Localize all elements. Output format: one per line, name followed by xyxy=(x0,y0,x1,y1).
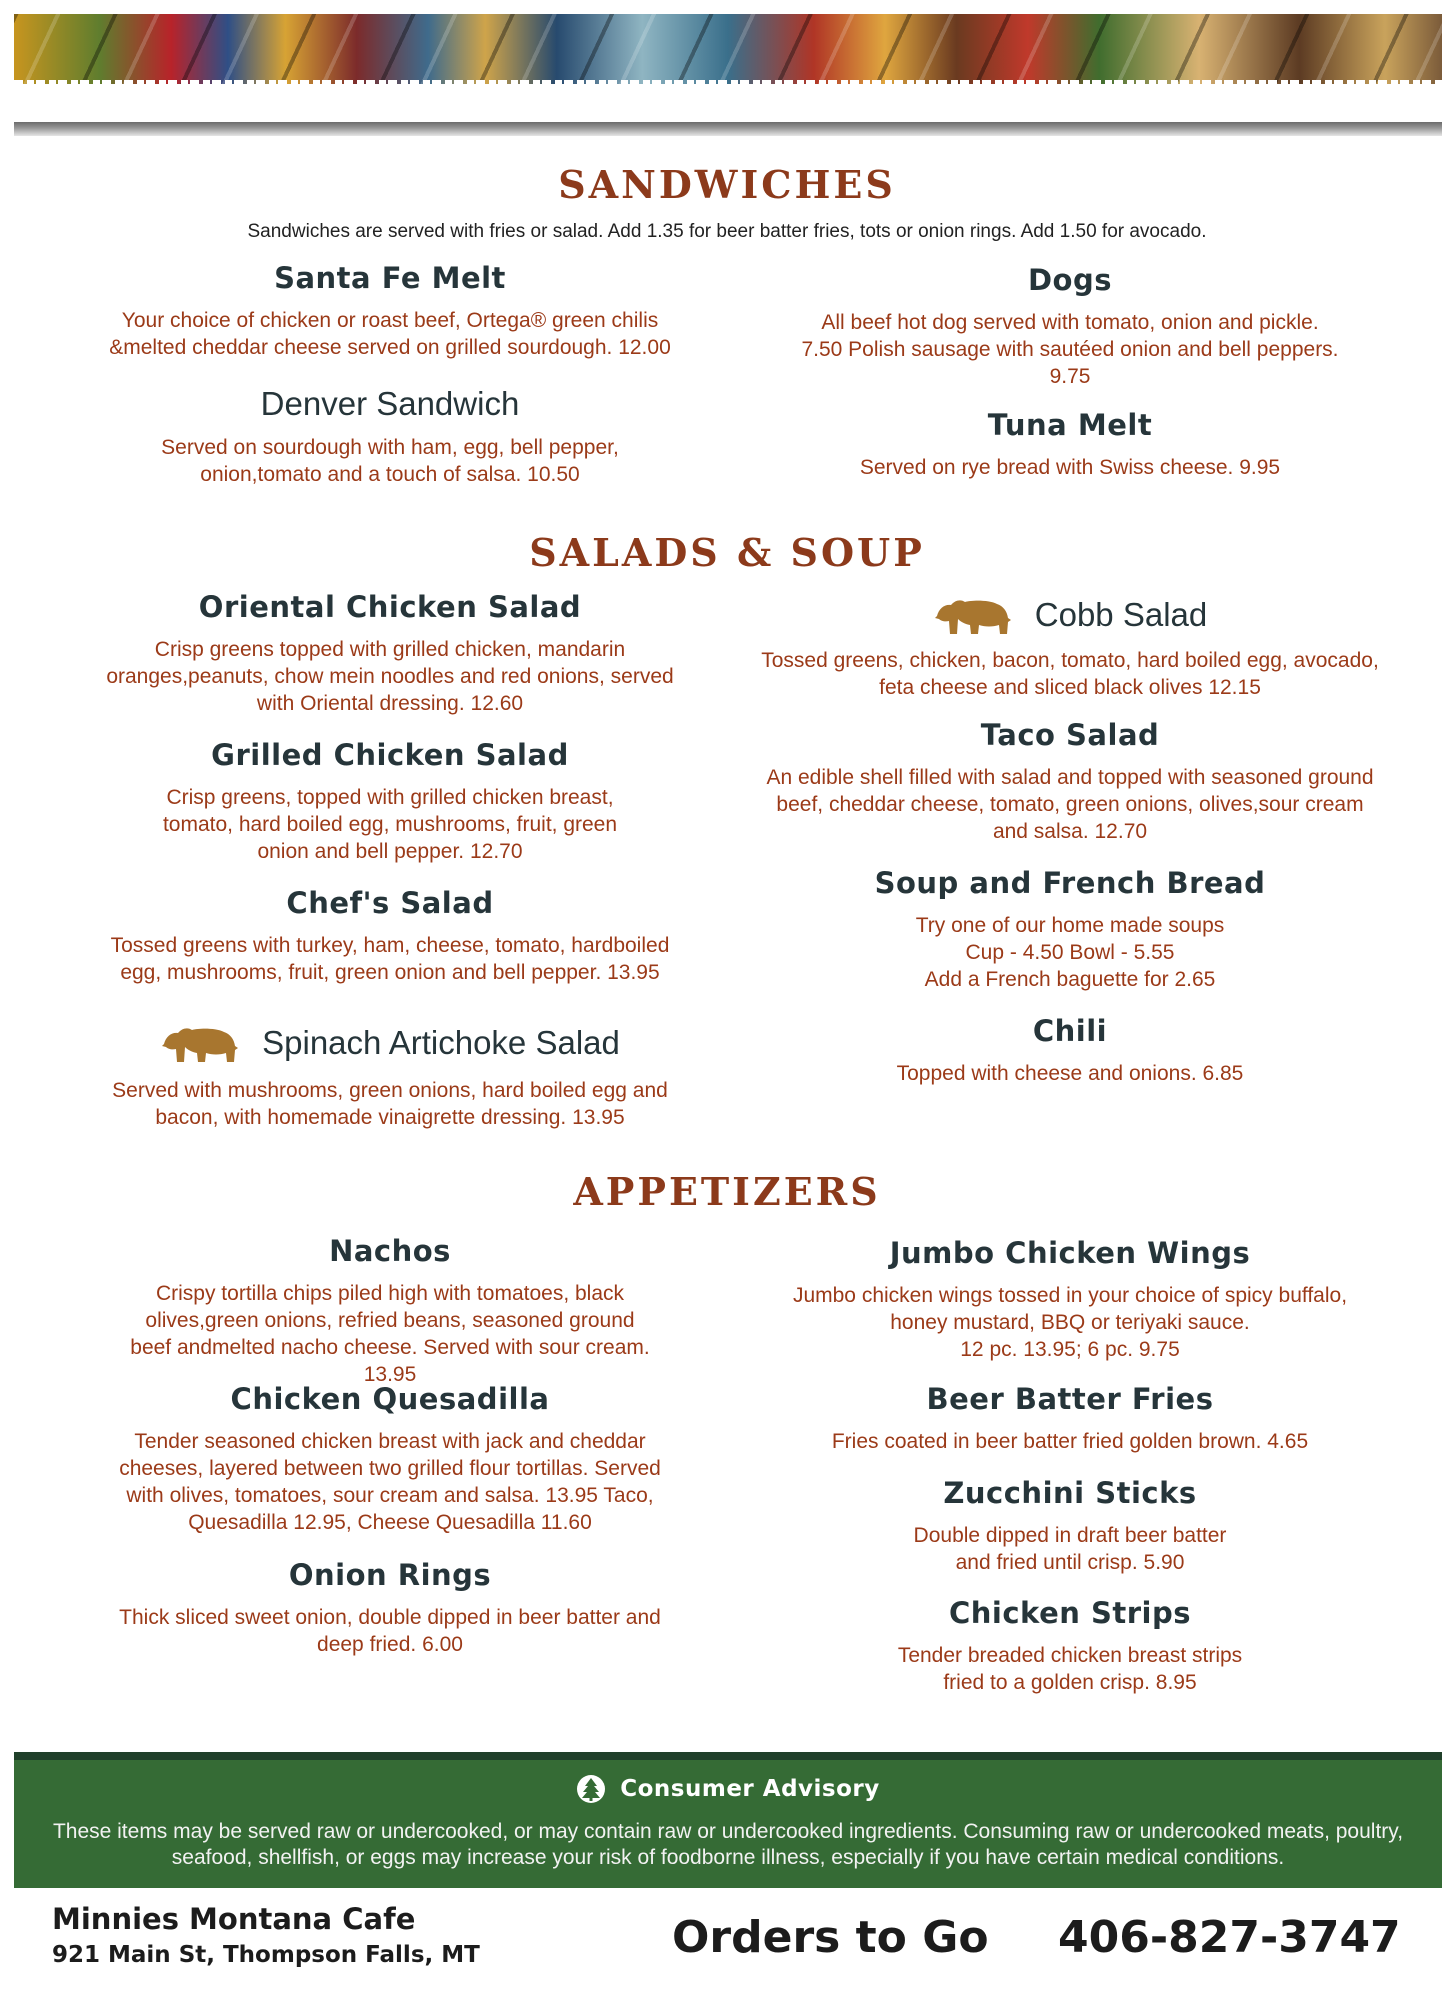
desc-line: Double dipped in draft beer batter xyxy=(913,1523,1227,1547)
restaurant-address: 921 Main St, Thompson Falls, MT xyxy=(52,1942,480,1968)
item-name: Grilled Chicken Salad xyxy=(211,738,569,772)
header-rule xyxy=(14,122,1442,136)
item-description: Crisp greens topped with grilled chicken, mandarin oranges,peanuts, chow mein noodles and red onions, served with Oriental dressing. 12.60 xyxy=(106,637,674,715)
advisory-heading xyxy=(576,1774,880,1804)
menu-item xyxy=(760,868,1380,993)
banner-torn-edge xyxy=(14,80,1442,90)
item-name: Beer Batter Fries xyxy=(926,1382,1214,1416)
item-description: Served on rye bread with Swiss cheese. 9.95 xyxy=(859,455,1281,479)
item-description xyxy=(760,1522,1380,1576)
menu-item xyxy=(760,1478,1380,1576)
desc-line: honey mustard, BBQ or teriyaki sauce. xyxy=(890,1310,1250,1334)
item-name: Denver Sandwich xyxy=(260,385,520,422)
section-title-salads-soup: SALADS & SOUP xyxy=(529,530,925,575)
desc-line: and fried until crisp. 5.90 xyxy=(955,1550,1185,1574)
restaurant-name: Minnies Montana Cafe xyxy=(52,1902,416,1936)
menu-item xyxy=(760,1598,1380,1696)
item-name: Dogs xyxy=(1027,263,1112,297)
item-name: Tuna Melt xyxy=(987,408,1153,442)
advisory-title: Consumer Advisory xyxy=(620,1776,880,1802)
item-name: Nachos xyxy=(329,1234,451,1268)
desc-line: Try one of our home made soups xyxy=(915,913,1225,937)
item-description: Tossed greens, chicken, bacon, tomato, hard boiled egg, avocado, feta cheese and sliced black olives 12.15 xyxy=(761,649,1379,699)
menu-item xyxy=(760,1016,1380,1087)
decorative-banner xyxy=(14,14,1442,84)
menu-item xyxy=(760,1384,1380,1455)
consumer-advisory xyxy=(14,1752,1442,1888)
desc-line: fried to a golden crisp. 8.95 xyxy=(943,1670,1197,1694)
menu-item xyxy=(85,1560,695,1658)
sandwiches-note: Sandwiches are served with fries or salad. Add 1.35 for beer batter fries, tots or onion rings. Add 1.50 for avocado. xyxy=(247,221,1207,242)
menu-item xyxy=(760,1238,1380,1363)
item-name: Chicken Strips xyxy=(949,1596,1191,1630)
desc-line: 12 pc. 13.95; 6 pc. 9.75 xyxy=(960,1337,1180,1361)
menu-item xyxy=(85,386,695,488)
desc-line: Cup - 4.50 Bowl - 5.55 xyxy=(965,940,1175,964)
menu-item xyxy=(85,740,695,865)
desc-line: Tender breaded chicken breast strips xyxy=(897,1643,1243,1667)
item-name: Taco Salad xyxy=(980,718,1160,752)
section-title-appetizers: APPETIZERS xyxy=(573,1169,881,1214)
item-description: Served on sourdough with ham, egg, bell pepper, onion,tomato and a touch of salsa. 10.50 xyxy=(161,436,619,487)
orders-to-go-label: Orders to Go xyxy=(672,1912,989,1963)
item-name: Santa Fe Melt xyxy=(274,261,506,295)
item-description: Topped with cheese and onions. 6.85 xyxy=(896,1061,1244,1085)
item-name: Chef's Salad xyxy=(286,886,494,920)
banner-pattern xyxy=(14,14,1442,84)
menu-item xyxy=(760,594,1380,701)
item-description: Thick sliced sweet onion, double dipped in beer batter and deep fried. 6.00 xyxy=(119,1605,661,1656)
item-name: Spinach Artichoke Salad xyxy=(262,1023,620,1061)
advisory-text: These items may be served raw or undercooked, or may contain raw or undercooked ingredients. Consuming raw or undercooked meats, poultry, seafood, shellfish, or eggs may increase your risk of foodborne illness, especially if you have certain medical conditions. xyxy=(52,1820,1404,1869)
item-name: Cobb Salad xyxy=(1034,595,1208,633)
bear-icon xyxy=(160,1022,240,1064)
item-description: Fries coated in beer batter fried golden brown. 4.65 xyxy=(831,1429,1309,1453)
item-description: All beef hot dog served with tomato, onion and pickle. 7.50 Polish sausage with sautéed onion and bell peppers. 9.75 xyxy=(801,310,1339,388)
item-description: Tender seasoned chicken breast with jack and cheddar cheeses, layered between two grilled flour tortillas. Served with olives, tomatoes, sour cream and salsa. 13.95 Taco, Quesadilla 12.95, Cheese Quesadilla 11.60 xyxy=(119,1429,661,1534)
menu-item xyxy=(85,592,695,717)
item-description: An edible shell filled with salad and topped with seasoned ground beef, cheddar cheese, tomato, green onions, olives,sour cream and salsa. 12.70 xyxy=(766,765,1374,843)
item-description xyxy=(760,1282,1380,1363)
item-description: Your choice of chicken or roast beef, Ortega® green chilis &melted cheddar cheese served on grilled sourdough. 12.00 xyxy=(109,308,671,359)
item-name: Onion Rings xyxy=(288,1558,492,1592)
item-name: Chicken Quesadilla xyxy=(230,1382,550,1416)
menu-item xyxy=(760,265,1380,390)
tree-icon xyxy=(576,1774,606,1804)
desc-line: Jumbo chicken wings tossed in your choice of spicy buffalo, xyxy=(792,1283,1348,1307)
item-name: Soup and French Bread xyxy=(874,866,1266,900)
menu-item xyxy=(85,888,695,986)
item-description: Crispy tortilla chips piled high with tomatoes, black olives,green onions, refried beans, seasoned ground beef andmelted nacho cheese. Served with sour cream. 13.95 xyxy=(130,1281,650,1386)
item-name: Jumbo Chicken Wings xyxy=(889,1236,1251,1270)
item-description: Tossed greens with turkey, ham, cheese, tomato, hardboiled egg, mushrooms, fruit, green onion and bell pepper. 13.95 xyxy=(110,933,670,984)
menu-item xyxy=(760,410,1380,481)
item-description: Crisp greens, topped with grilled chicken breast, tomato, hard boiled egg, mushrooms, fruit, green onion and bell pepper. 12.70 xyxy=(162,785,618,863)
menu-item xyxy=(760,720,1380,845)
phone-number[interactable]: 406-827-3747 xyxy=(1058,1912,1401,1963)
item-name: Chili xyxy=(1032,1014,1108,1048)
item-description xyxy=(760,1642,1380,1696)
menu-item xyxy=(85,1384,695,1536)
item-title-row xyxy=(160,1022,620,1064)
desc-line: Add a French baguette for 2.65 xyxy=(924,967,1216,991)
item-name: Zucchini Sticks xyxy=(943,1476,1197,1510)
item-description: Served with mushrooms, green onions, hard boiled egg and bacon, with homemade vinaigrette dressing. 13.95 xyxy=(112,1079,668,1129)
item-description xyxy=(760,912,1380,993)
bear-icon xyxy=(933,594,1013,636)
menu-item xyxy=(85,1022,695,1131)
item-name: Oriental Chicken Salad xyxy=(198,590,582,624)
menu-item xyxy=(85,263,695,361)
section-title-sandwiches: SANDWICHES xyxy=(558,162,896,207)
menu-item xyxy=(85,1236,695,1388)
item-title-row xyxy=(933,594,1207,636)
